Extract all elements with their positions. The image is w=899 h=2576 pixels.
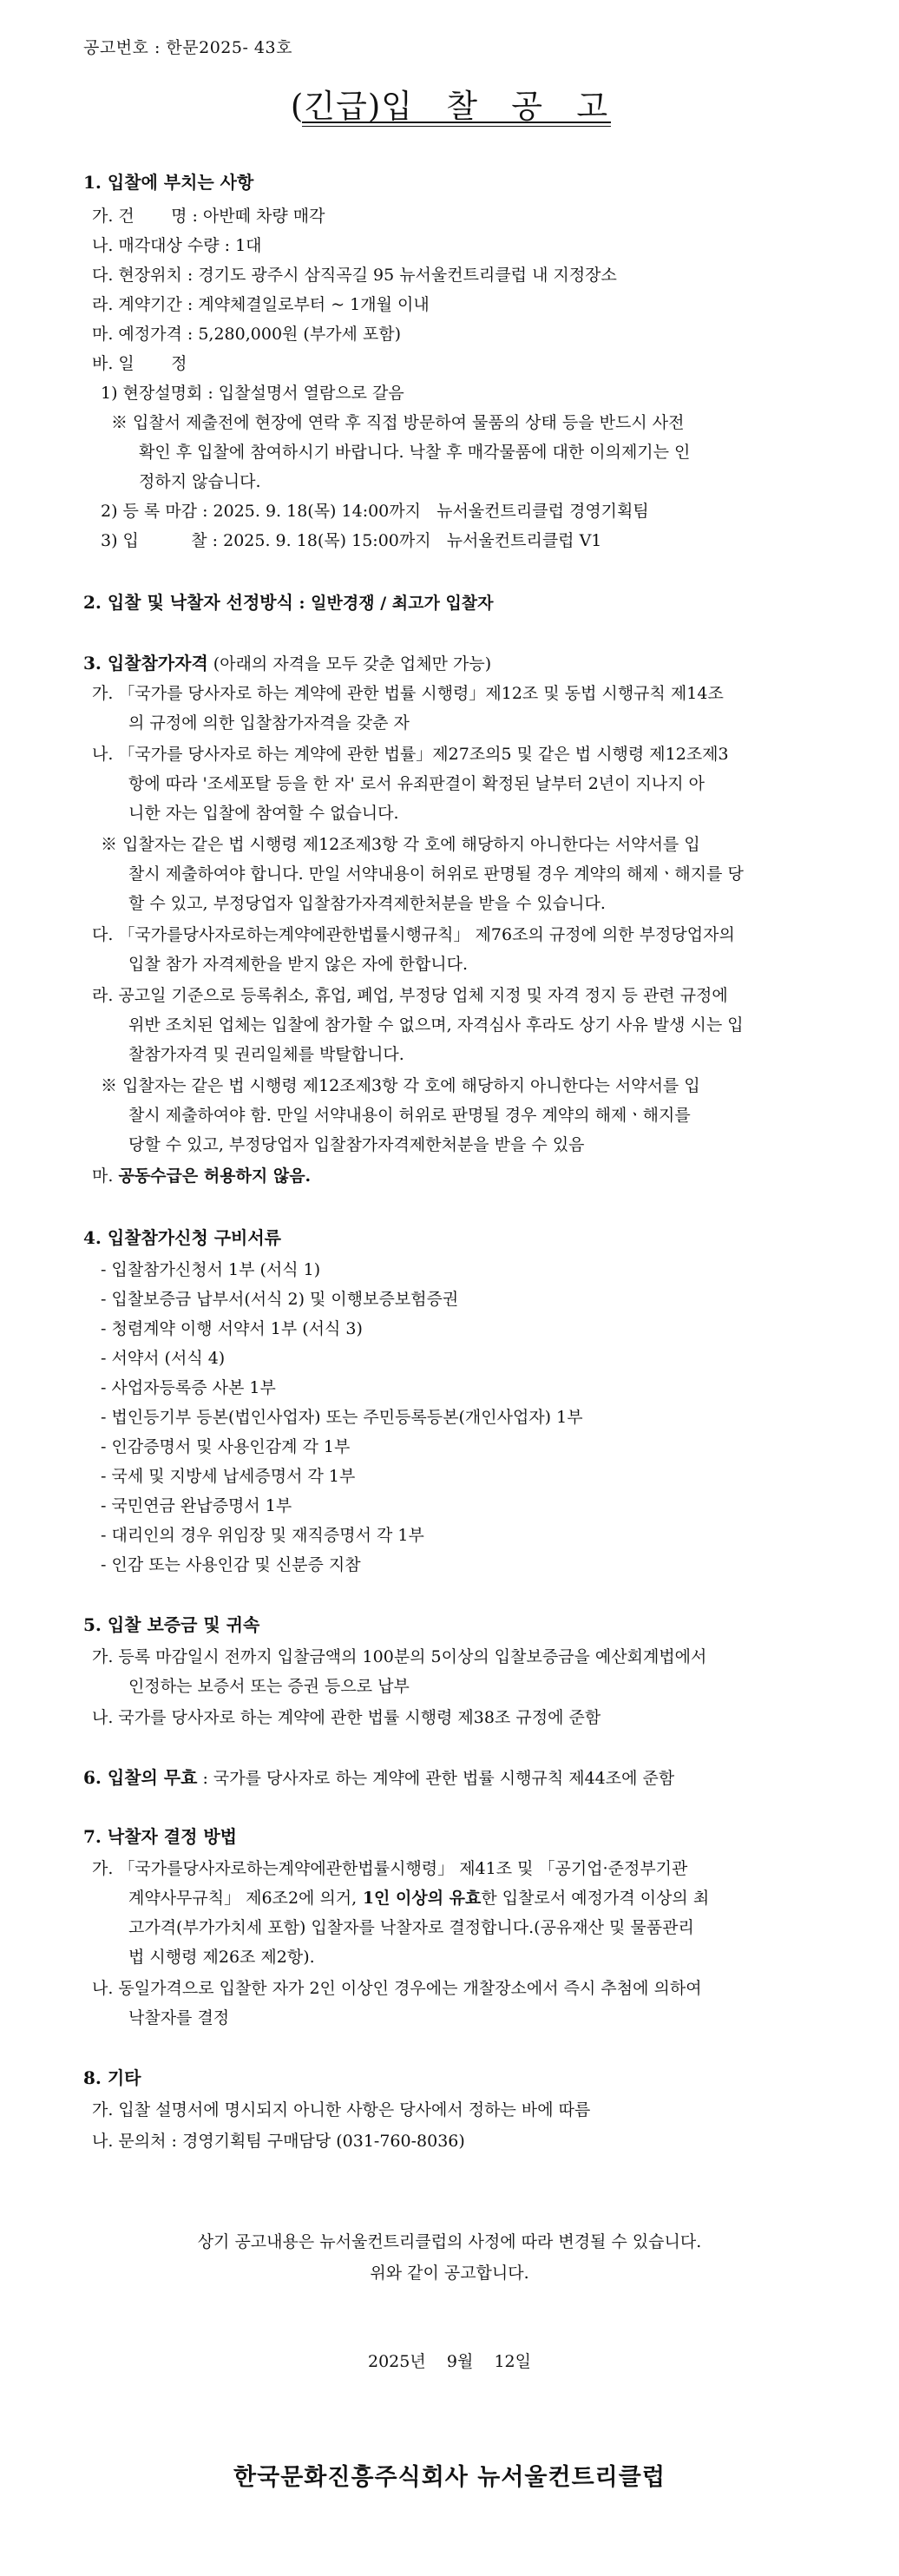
s8-line: 가. 입찰 설명서에 명시되지 아니한 사항은 당사에서 정하는 바에 따름: [92, 2100, 591, 2119]
s1-schedule-briefing: 1) 현장설명회 : 입찰설명서 열람으로 갈음: [101, 384, 404, 403]
list-item: - 사업자등록증 사본 1부: [101, 1378, 276, 1397]
s3-line: ※ 입찰자는 같은 법 시행령 제12조제3항 각 호에 해당하지 아니한다는 서약서를 입: [101, 835, 700, 854]
section-8-heading: 8. 기타: [83, 2067, 141, 2088]
s7-l2-bold: 1인 이상의 유효: [357, 1889, 482, 1908]
s5-line: 가. 등록 마감일시 전까지 입찰금액의 100분의 5이상의 입찰보증금을 예산회계법에서: [92, 1647, 707, 1666]
section-3: [83, 653, 491, 674]
s1-item-location: 다. 현장위치 : 경기도 광주시 삼직곡길 95 뉴서울컨트리클럽 내 지정장소: [92, 266, 617, 285]
notice-date: 2025년 9월 12일: [368, 2352, 531, 2371]
s3-line: 니한 자는 입찰에 참여할 수 없습니다.: [128, 804, 399, 823]
s3-line: 당할 수 있고, 부정당업자 입찰참가자격제한처분을 받을 수 있음: [128, 1135, 585, 1154]
title-underline: [302, 122, 611, 123]
s3-line: 라. 공고일 기준으로 등록취소, 휴업, 폐업, 부정당 업체 지정 및 자격 정지 등 관련 규정에: [92, 986, 728, 1005]
s3-line: 항에 따라 '조세포탈 등을 한 자' 로서 유죄판결이 확정된 날부터 2년이 지나지 아: [128, 774, 705, 793]
section-7-heading: 7. 낙찰자 결정 방법: [83, 1826, 238, 1847]
s3-line: 가. 「국가를 당사자로 하는 계약에 관한 법률 시행령」제12조 및 동법 시행규칙 제14조: [92, 684, 724, 703]
list-item: - 인감증명서 및 사용인감계 각 1부: [101, 1437, 351, 1456]
s3-line: 찰참가자격 및 권리일체를 박탈합니다.: [128, 1045, 404, 1064]
section-2: [83, 592, 494, 614]
list-item: - 입찰참가신청서 1부 (서식 1): [101, 1260, 321, 1279]
s1-item-name: 가. 건 명 : 아반떼 차량 매각: [92, 207, 325, 226]
section-1-heading: 1. 입찰에 부치는 사항: [83, 172, 254, 193]
s3-line: 찰시 제출하여야 함. 만일 서약내용이 허위로 판명될 경우 계약의 해제ㆍ해지를: [128, 1106, 691, 1125]
notice-number: 공고번호 : 한문2025- 43호: [83, 38, 292, 57]
s1-schedule-registration: 2) 등 록 마감 : 2025. 9. 18(목) 14:00까지 뉴서울컨트리클럽 경영기획팀: [101, 502, 649, 521]
s1-item-period: 라. 계약기간 : 계약체결일로부터 ~ 1개월 이내: [92, 295, 430, 314]
s1-item-price: 마. 예정가격 : 5,280,000원 (부가세 포함): [92, 325, 402, 344]
s3-line: 다. 「국가를당사자로하는계약에관한법률시행규칙」 제76조의 규정에 의한 부정당업자의: [92, 925, 735, 944]
s3-line: 할 수 있고, 부정당업자 입찰참가자격제한처분을 받을 수 있습니다.: [128, 894, 606, 913]
list-item: - 법인등기부 등본(법인사업자) 또는 주민등록등본(개인사업자) 1부: [101, 1408, 583, 1427]
s7-line: 고가격(부가가치세 포함) 입찰자를 낙찰자로 결정합니다.(공유재산 및 물품관리: [128, 1918, 694, 1937]
s5-line: 인정하는 보증서 또는 증권 등으로 납부: [128, 1677, 410, 1696]
s3-line: 의 규정에 의한 입찰참가자격을 갖춘 자: [128, 713, 410, 733]
section-5-heading: 5. 입찰 보증금 및 귀속: [83, 1614, 260, 1635]
s1-note-line-2: 확인 후 입찰에 참여하시기 바랍니다. 낙찰 후 매각물품에 대한 이의제기는 인: [139, 443, 691, 462]
title-underline-thin: [302, 126, 611, 127]
s7-line: 법 시행령 제26조 제2항).: [128, 1948, 315, 1967]
section-2-heading: 2. 입찰 및 낙찰자 선정방식: [83, 592, 293, 613]
s3-item-joint-bid: [92, 1166, 311, 1186]
s1-schedule-bidding: 3) 입 찰 : 2025. 9. 18(목) 15:00까지 뉴서울컨트리클럽 V1: [101, 531, 602, 550]
list-item: - 국세 및 지방세 납세증명서 각 1부: [101, 1467, 356, 1486]
s1-note-line-3: 정하지 않습니다.: [139, 472, 261, 491]
closing-statement: 상기 공고내용은 뉴서울컨트리클럽의 사정에 따라 변경될 수 있습니다.: [197, 2232, 702, 2251]
s1-note-line-1: ※ 입찰서 제출전에 현장에 연락 후 직접 방문하여 물품의 상태 등을 반드시 사전: [111, 413, 685, 432]
list-item: - 인감 또는 사용인감 및 신분증 지참: [101, 1555, 361, 1574]
s7-line: [128, 1889, 709, 1909]
s3-line: 위반 조치된 업체는 입찰에 참가할 수 없으며, 자격심사 후라도 상기 사유 발생 시는 입: [128, 1015, 744, 1035]
closing-announcement: 위와 같이 공고합니다.: [370, 2264, 529, 2283]
s3-line: 찰시 제출하여야 합니다. 만일 서약내용이 허위로 판명될 경우 계약의 해제ㆍ해지를 당: [128, 864, 744, 884]
issuer-signature: 한국문화진흥주식회사 뉴서울컨트리클럽: [233, 2464, 666, 2491]
s3-line: 나. 「국가를 당사자로 하는 계약에 관한 법률」제27조의5 및 같은 법 시행령 제12조제3: [92, 745, 729, 764]
section-6: [83, 1767, 674, 1789]
section-6-heading: 6. 입찰의 무효: [83, 1767, 198, 1788]
s1-item-schedule: 바. 일 정: [92, 354, 187, 373]
s7-line: 나. 동일가격으로 입찰한 자가 2인 이상인 경우에는 개찰장소에서 즉시 추첨에 의하여: [92, 1979, 702, 1998]
section-3-heading: 3. 입찰참가자격: [83, 653, 208, 674]
s8-line: 나. 문의처 : 경영기획팀 구매담당 (031-760-8036): [92, 2132, 465, 2151]
s3-line: 입찰 참가 자격제한을 받지 않은 자에 한합니다.: [128, 955, 469, 974]
section-6-value: : 국가를 당사자로 하는 계약에 관한 법률 시행규칙 제44조에 준함: [197, 1769, 675, 1788]
section-2-value: : 일반경쟁 / 최고가 입찰자: [292, 594, 494, 613]
list-item: - 청렴계약 이행 서약서 1부 (서식 3): [101, 1319, 363, 1338]
s7-line: 낙찰자를 결정: [128, 2008, 230, 2027]
list-item: - 대리인의 경우 위임장 및 재직증명서 각 1부: [101, 1526, 424, 1545]
list-item: - 국민연금 완납증명서 1부: [101, 1496, 292, 1515]
s7-l2-rest: 한 입찰로서 예정가격 이상의 최: [481, 1889, 710, 1908]
notice-title: (긴급)입 찰 공 고: [290, 88, 609, 125]
section-4-heading: 4. 입찰참가신청 구비서류: [83, 1227, 282, 1248]
s5-line: 나. 국가를 당사자로 하는 계약에 관한 법률 시행령 제38조 규정에 준함: [92, 1708, 601, 1727]
s3-line: ※ 입찰자는 같은 법 시행령 제12조제3항 각 호에 해당하지 아니한다는 서약서를 입: [101, 1076, 700, 1095]
s7-l2: 계약사무규칙」 제6조2에 의거,: [128, 1889, 358, 1908]
s3-ma-bold: 공동수급은 허용하지 않음.: [118, 1166, 312, 1186]
s3-ma-prefix: 마.: [92, 1166, 119, 1186]
list-item: - 서약서 (서식 4): [101, 1349, 226, 1368]
s1-item-quantity: 나. 매각대상 수량 : 1대: [92, 236, 262, 255]
list-item: - 입찰보증금 납부서(서식 2) 및 이행보증보험증권: [101, 1290, 459, 1309]
s7-line: 가. 「국가를당사자로하는계약에관한법률시행령」 제41조 및 「공기업·준정부기관: [92, 1859, 688, 1878]
section-3-heading-note: (아래의 자격을 모두 갖춘 업체만 가능): [207, 654, 492, 674]
